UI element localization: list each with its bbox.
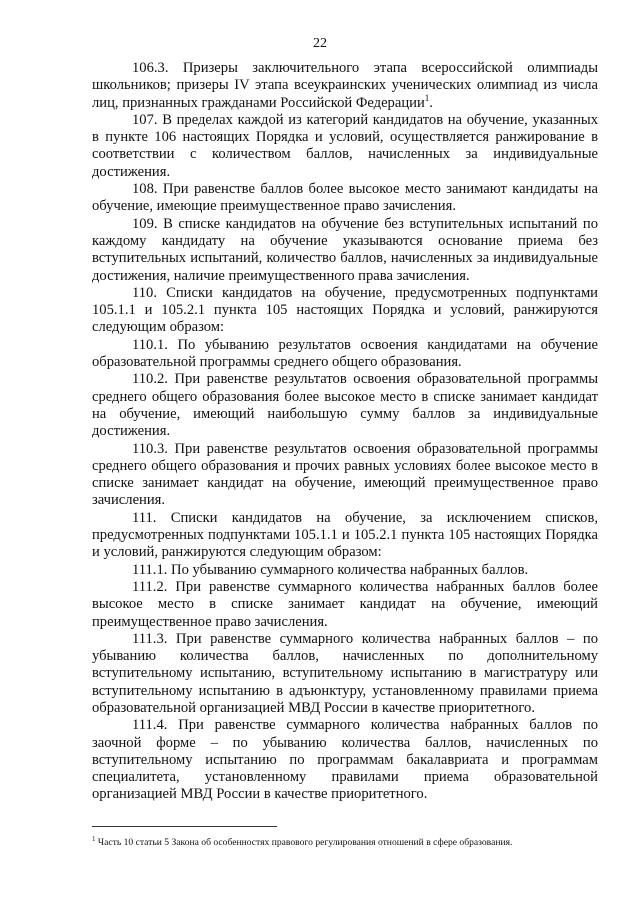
- paragraph-107: 107. В пределах каждой из категорий кандидатов на обучение, указанных в пункте 106 настоящих Порядка и условий, осуществляется ранжирование в соответствии с количеством баллов, начисленных за индивидуальные достижения.: [92, 111, 598, 180]
- paragraph-106-3: 106.3. Призеры заключительного этапа всероссийской олимпиады школьников; призеры IV этапа всеукраинских ученических олимпиад из числа лиц, признанных гражданами Российской Федерации$^1$.: [92, 60, 598, 111]
- paragraph-110-1: 110.1. По убыванию результатов освоения кандидатами на обучение образовательной программы среднего общего образования.: [92, 336, 598, 371]
- paragraph-110-3: 110.3. При равенстве результатов освоения образовательной программы среднего общего образования и прочих равных условиях более высокое место в списке занимает кандидат на обучение, имеющий преимущественное право зачисления.: [92, 440, 598, 509]
- paragraph-111-2: 111.2. При равенстве суммарного количества набранных баллов более высокое место в списке занимает кандидат на обучение, имеющий преимущественное право зачисления.: [92, 578, 598, 630]
- footnote: [92, 833, 598, 849]
- paragraph-111-3: 111.3. При равенстве суммарного количества набранных баллов – по убыванию количества баллов, начисленных по дополнительному вступительному испытанию, вступительному испытанию в магистратуру или вступительному испытанию в адъюнктуру, установленному правилами приема образовательной организацией МВД России в качестве приоритетного.: [92, 630, 598, 716]
- paragraph-111-4: 111.4. При равенстве суммарного количества набранных баллов по заочной форме – по убыванию количества баллов, начисленных по вступительному испытанию по программам бакалавриата и программам специалитета, установленному правилами приема образовательной организацией МВД России в качестве приоритетного.: [92, 717, 598, 803]
- footnote-divider: [92, 826, 277, 827]
- paragraph-110-2: 110.2. При равенстве результатов освоения образовательной программы среднего общего образования более высокое место в списке занимает кандидат на обучение, имеющий наибольшую сумму баллов за индивидуальные достижения.: [92, 371, 598, 440]
- paragraph-111: 111. Списки кандидатов на обучение, за исключением списков, предусмотренных подпунктами 105.1.1 и 105.2.1 пункта 105 настоящих Порядка и условий, ранжируются следующим образом:: [92, 509, 598, 561]
- footnote-ref: 1: [424, 92, 430, 103]
- document-body: [92, 60, 598, 804]
- footnote-marker: 1: [92, 835, 96, 843]
- paragraph-108: 108. При равенстве баллов более высокое место занимают кандидаты на обучение, имеющие преимущественное право зачисления.: [92, 181, 598, 215]
- page-number: 22: [313, 36, 327, 51]
- footnote-text: Часть 10 статьи 5 Закона об особенностях правового регулирования отношений в сфере образования.: [95, 837, 513, 849]
- paragraph-109: 109. В списке кандидатов на обучение без вступительных испытаний по каждому кандидату на обучение указываются основание приема без вступительных испытаний, количество баллов, начисленных за индивидуальные достижения, наличие преимущественного права зачисления.: [92, 215, 598, 284]
- paragraph-111-1: 111.1. По убыванию суммарного количества набранных баллов.: [132, 561, 529, 578]
- paragraph-110: 110. Списки кандидатов на обучение, предусмотренных подпунктами 105.1.1 и 105.2.1 пункта 105 настоящих Порядка и условий, ранжируются следующим образом:: [92, 284, 598, 336]
